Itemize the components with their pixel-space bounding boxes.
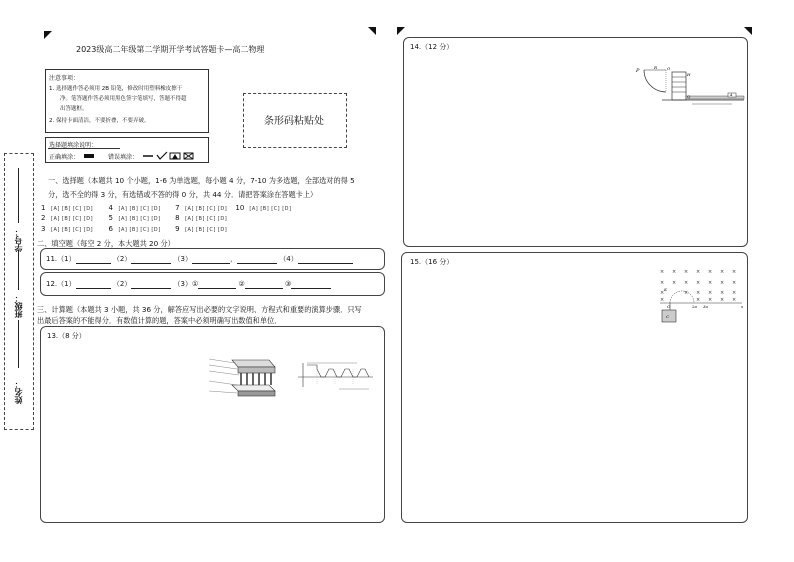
svg-text:×: ×	[696, 280, 701, 286]
svg-text:×: ×	[660, 280, 665, 286]
section1-heading-line1: 一、选择题（本题共 10 个小题，1-6 为单选题，每小题 4 分，7-10 为多选题，全部选对的得 5	[48, 176, 355, 185]
answer-row-3: 3 [A] [B] [C] [D] 6 [A] [B] [C] [D] 9 [A] [B] [C] [D]	[41, 225, 228, 233]
svg-text:×: ×	[660, 297, 665, 303]
q14-label: 14.（12 分）	[410, 43, 454, 51]
q11-answer-box: 11.（1） （2） （3） ， （4）	[40, 248, 385, 270]
fill-guide-correct-label: 正确填涂：	[49, 154, 80, 161]
q12-blank-4[interactable]	[245, 281, 283, 289]
svg-text:×: ×	[720, 280, 725, 286]
section1-heading-line2: 分，选不全的得 3 分，有选错或不答的得 0 分，共 44 分．请把答案涂在答题卡上）	[48, 190, 318, 199]
q11-blank-4[interactable]	[237, 256, 277, 264]
class-label: 班级：	[14, 294, 23, 318]
svg-text:×: ×	[684, 290, 689, 296]
svg-text:×: ×	[732, 290, 737, 296]
svg-text:×: ×	[696, 297, 701, 303]
q15-plate-c: C	[666, 314, 670, 319]
notice-item1-line1: 1. 选择题作答必须用 2B 铅笔，修改时用塑料橡皮擦干	[49, 86, 183, 92]
page-title: 2023级高二年级第二学期开学考试答题卡—高二物理	[76, 45, 265, 54]
corner-mark-top-right	[744, 27, 752, 35]
q12-blank-2[interactable]	[131, 281, 171, 289]
q13-label: 13.（8 分）	[47, 332, 86, 340]
name-label: 姓名：	[14, 380, 23, 404]
q7-bubbles[interactable]: [A] [B] [C] [D]	[185, 206, 228, 212]
q14-height-h: H	[687, 72, 691, 77]
section2-heading: 二、填空题（每空 2 分，本大题共 20 分）	[37, 239, 175, 248]
q12-blank-5[interactable]	[291, 281, 331, 289]
q14-answer-box[interactable]	[403, 37, 748, 247]
q11-blank-5[interactable]	[298, 256, 353, 264]
svg-text:×: ×	[684, 280, 689, 286]
svg-text:×: ×	[720, 290, 725, 296]
svg-text:×: ×	[660, 290, 665, 296]
svg-text:×: ×	[684, 269, 689, 275]
svg-text:×: ×	[720, 269, 725, 275]
svg-text:×: ×	[732, 297, 737, 303]
q14-radius-r: R	[654, 65, 658, 70]
q14-point-p: P	[636, 68, 640, 74]
q13-apparatus-figure	[207, 355, 277, 400]
q10-bubbles[interactable]: [A] [B] [C] [D]	[249, 206, 292, 212]
barcode-area	[243, 93, 347, 148]
corner-mark-top-left	[44, 31, 52, 39]
notice-item2: 2. 保持卡面清洁，不要折叠，不要弄破。	[49, 118, 150, 124]
answer-row-2: 2 [A] [B] [C] [D] 5 [A] [B] [C] [D] 8 [A] [B] [C] [D]	[41, 214, 228, 222]
q11-blank-2[interactable]	[131, 256, 171, 264]
q6-bubbles[interactable]: [A] [B] [C] [D]	[118, 227, 161, 233]
svg-text:×: ×	[672, 269, 677, 275]
q15-answer-box[interactable]	[401, 252, 748, 523]
q2-bubbles[interactable]: [A] [B] [C] [D]	[51, 216, 94, 222]
q5-bubbles[interactable]: [A] [B] [C] [D]	[118, 216, 161, 222]
fill-guide-wrong-label: 错误填涂：	[108, 154, 139, 161]
q15-origin-o: O	[667, 304, 671, 309]
q12-answer-box: 12.（1） （2） （3）① ② ③	[40, 272, 385, 296]
svg-text:×: ×	[720, 297, 725, 303]
q13-waveform-figure	[295, 355, 375, 400]
q15-axis-x: x	[741, 304, 744, 309]
section3-heading-line2: 出最后答案的不能得分．有数值计算的题，答案中必须明确写出数值和单位．	[37, 316, 282, 325]
q9-bubbles[interactable]: [A] [B] [C] [D]	[185, 227, 228, 233]
q8-bubbles[interactable]: [A] [B] [C] [D]	[185, 216, 228, 222]
corner-mark-top-middle	[368, 27, 376, 35]
q11-blank-1[interactable]	[76, 256, 111, 264]
notice-item1-line3: 出答题框。	[60, 106, 88, 112]
svg-text:×: ×	[708, 269, 713, 275]
fill-guide-heading: 选择题填涂说明：	[49, 142, 98, 149]
correct-fill-sample	[84, 154, 94, 158]
barcode-label: 条形码粘贴处	[264, 116, 324, 127]
q12-blank-1[interactable]	[76, 281, 111, 289]
svg-text:×: ×	[732, 269, 737, 275]
student-id-label: 学号：	[14, 228, 23, 252]
q15-magnetic-field-figure	[656, 267, 746, 332]
section3-heading-line1: 三、计算题（本题共 3 小题，共 36 分，解答应写出必要的文字说明、方程式和重要的演算步骤．只写	[37, 305, 362, 314]
notice-item1-line2: 净。笔答题作答必须用黑色签字笔填写，答题不得超	[60, 96, 187, 102]
notice-heading: 注意事项：	[49, 75, 80, 82]
svg-text:×: ×	[732, 280, 737, 286]
svg-text:×: ×	[708, 280, 713, 286]
svg-text:×: ×	[672, 280, 677, 286]
svg-text:×: ×	[696, 290, 701, 296]
q15-tick-3a: 3a	[703, 304, 708, 309]
answer-row-1: 1 [A] [B] [C] [D] 4 [A] [B] [C] [D] 7 [A] [B] [C] [D] 10 [A] [B] [C] [D]	[41, 204, 292, 212]
q14-point-o: O	[667, 66, 671, 71]
q14-track-figure	[632, 64, 752, 109]
wrong-fill-samples	[143, 152, 198, 160]
q4-bubbles[interactable]: [A] [B] [C] [D]	[118, 206, 161, 212]
fill-guide-box	[45, 137, 209, 163]
q15-point-k: K	[664, 287, 667, 292]
q15-tick-2a: 2a	[692, 304, 697, 309]
q12-blank-3[interactable]	[198, 281, 236, 289]
q1-bubbles[interactable]: [A] [B] [C] [D]	[51, 206, 94, 212]
svg-text:×: ×	[708, 290, 713, 296]
q14-point-q: Q	[687, 94, 691, 99]
q11-blank-3[interactable]	[192, 256, 230, 264]
q15-label: 15.（16 分）	[410, 258, 454, 266]
q14-block-a: A	[730, 93, 733, 97]
q13-answer-box[interactable]	[40, 326, 385, 523]
svg-text:×: ×	[708, 297, 713, 303]
svg-text:×: ×	[696, 269, 701, 275]
q3-bubbles[interactable]: [A] [B] [C] [D]	[51, 227, 94, 233]
corner-mark-top-middle-right	[397, 27, 405, 35]
notice-box	[45, 69, 209, 133]
svg-text:×: ×	[660, 269, 665, 275]
